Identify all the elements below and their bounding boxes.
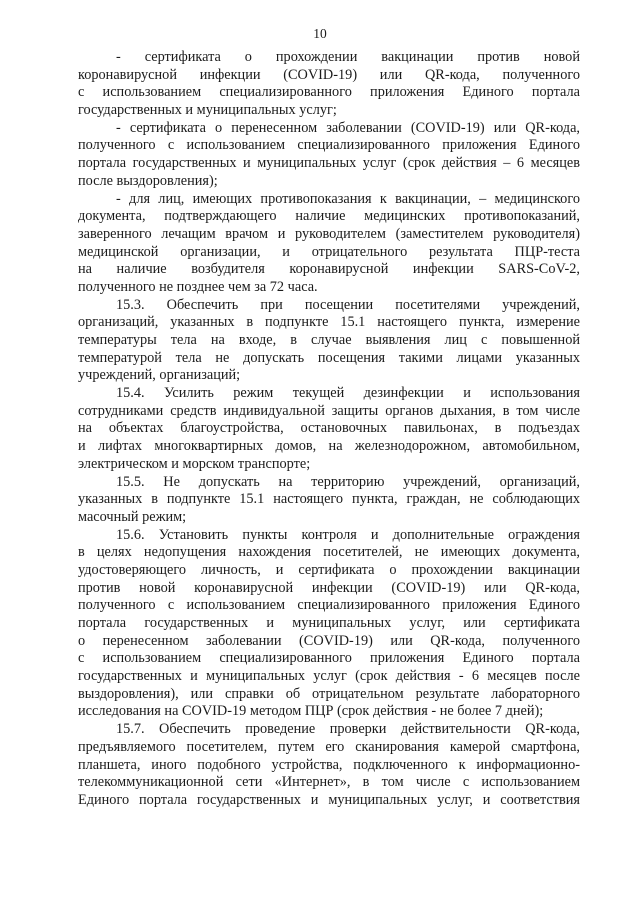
text-line: - сертификата о прохождении вакцинации против новой	[116, 49, 580, 65]
page-number: 10	[313, 26, 327, 41]
text-line: коронавирусной инфекции (COVID-19) или QR-кода, полученного	[78, 66, 580, 83]
text-line: учреждений, организаций;	[78, 367, 241, 384]
text-line: сотрудниками средств индивидуальной защиты органов дыхания, в том числе	[78, 402, 580, 419]
text-line: организаций, указанных в подпункте 15.1 настоящего пункта, измерение	[78, 314, 580, 331]
text-line: против новой коронавирусной инфекции (COVID-19) или QR-кода,	[78, 579, 580, 596]
text-line: полученного с использованием специализированного приложения Единого	[78, 137, 580, 154]
text-line: и лифтах многоквартирных домов, на железнодорожном, автомобильном,	[78, 438, 580, 455]
text-line: 15.6. Установить пункты контроля и дополнительные ограждения	[116, 526, 580, 543]
text-line: удостоверяющего личность, и сертификата о прохождении вакцинации	[78, 561, 580, 578]
text-line: 15.7. Обеспечить проведение проверки действительности QR-кода,	[116, 721, 580, 738]
text-line: Единого портала государственных и муниципальных услуг, и соответствия	[78, 791, 580, 808]
text-line: телекоммуникационной сети «Интернет», в том числе с использованием	[78, 774, 580, 791]
text-line: - сертификата о перенесенном заболевании (COVID-19) или QR-кода,	[116, 119, 580, 136]
text-line: предъявляемого посетителем, путем его сканирования камерой смартфона,	[78, 738, 580, 755]
text-line: документа, подтверждающего наличие медицинских противопоказаний,	[78, 208, 580, 225]
text-line: выздоровления), или справки об отрицательном результате лабораторного	[78, 685, 580, 702]
paragraph	[78, 191, 580, 297]
text-line: полученного не позднее чем за 72 часа.	[78, 278, 318, 295]
text-line: температурой тела не допускать посещения такими лицами указанных	[78, 349, 580, 366]
text-line: с использованием специализированного приложения Единого портала	[78, 650, 580, 667]
text-line: портала государственных и муниципальных услуг, или сертификата	[78, 615, 580, 631]
text-line: на наличие возбудителя коронавирусной инфекции SARS-CoV-2,	[78, 261, 580, 278]
text-line: на объектах благоустройства, остановочных павильонах, в подъездах	[78, 420, 580, 437]
text-line: 15.4. Усилить режим текущей дезинфекции и использования	[116, 385, 580, 402]
text-line: государственных и муниципальных услуг (срок действия - 6 месяцев после	[78, 668, 580, 685]
text-line: полученного с использованием специализированного приложения Единого	[78, 597, 580, 614]
text-line: о перенесенном заболевании (COVID-19) или QR-кода, полученного	[78, 632, 580, 649]
text-line: в целях недопущения нахождения посетителей, не имеющих документа,	[78, 544, 580, 561]
text-line: заверенного лечащим врачом и руководителем (заместителем руководителя)	[78, 225, 580, 242]
text-line: медицинской организации, и отрицательного результата ПЦР-теста	[78, 243, 580, 260]
text-line: планшета, иного подобного устройства, подключенного к информационно-	[78, 756, 580, 773]
paragraph	[78, 527, 580, 722]
text-line: 15.3. Обеспечить при посещении посетителями учреждений,	[116, 296, 580, 313]
text-line: исследования на COVID-19 методом ПЦР (срок действия - не более 7 дней);	[78, 703, 544, 720]
text-line: государственных и муниципальных услуг;	[78, 102, 337, 119]
document-body	[78, 49, 580, 810]
text-line: 15.5. Не допускать на территорию учреждений, организаций,	[116, 473, 580, 490]
paragraph	[78, 297, 580, 385]
text-line: - для лиц, имеющих противопоказания к вакцинации, – медицинского	[116, 190, 580, 207]
paragraph	[78, 385, 580, 473]
paragraph	[78, 120, 580, 191]
text-line: после выздоровления);	[78, 172, 218, 189]
text-line: электрическом и морском транспорте;	[78, 455, 311, 472]
text-line: портала государственных и муниципальных услуг (срок действия – 6 месяцев	[78, 155, 580, 172]
text-line: указанных в подпункте 15.1 настоящего пункта, граждан, не соблюдающих	[78, 491, 580, 508]
text-line: температуры тела на входе, в случае выявления лиц с повышенной	[78, 332, 580, 348]
paragraph	[78, 49, 580, 120]
text-line: масочный режим;	[78, 508, 187, 525]
paragraph	[78, 474, 580, 527]
paragraph	[78, 721, 580, 809]
text-line: с использованием специализированного приложения Единого портала	[78, 84, 580, 101]
